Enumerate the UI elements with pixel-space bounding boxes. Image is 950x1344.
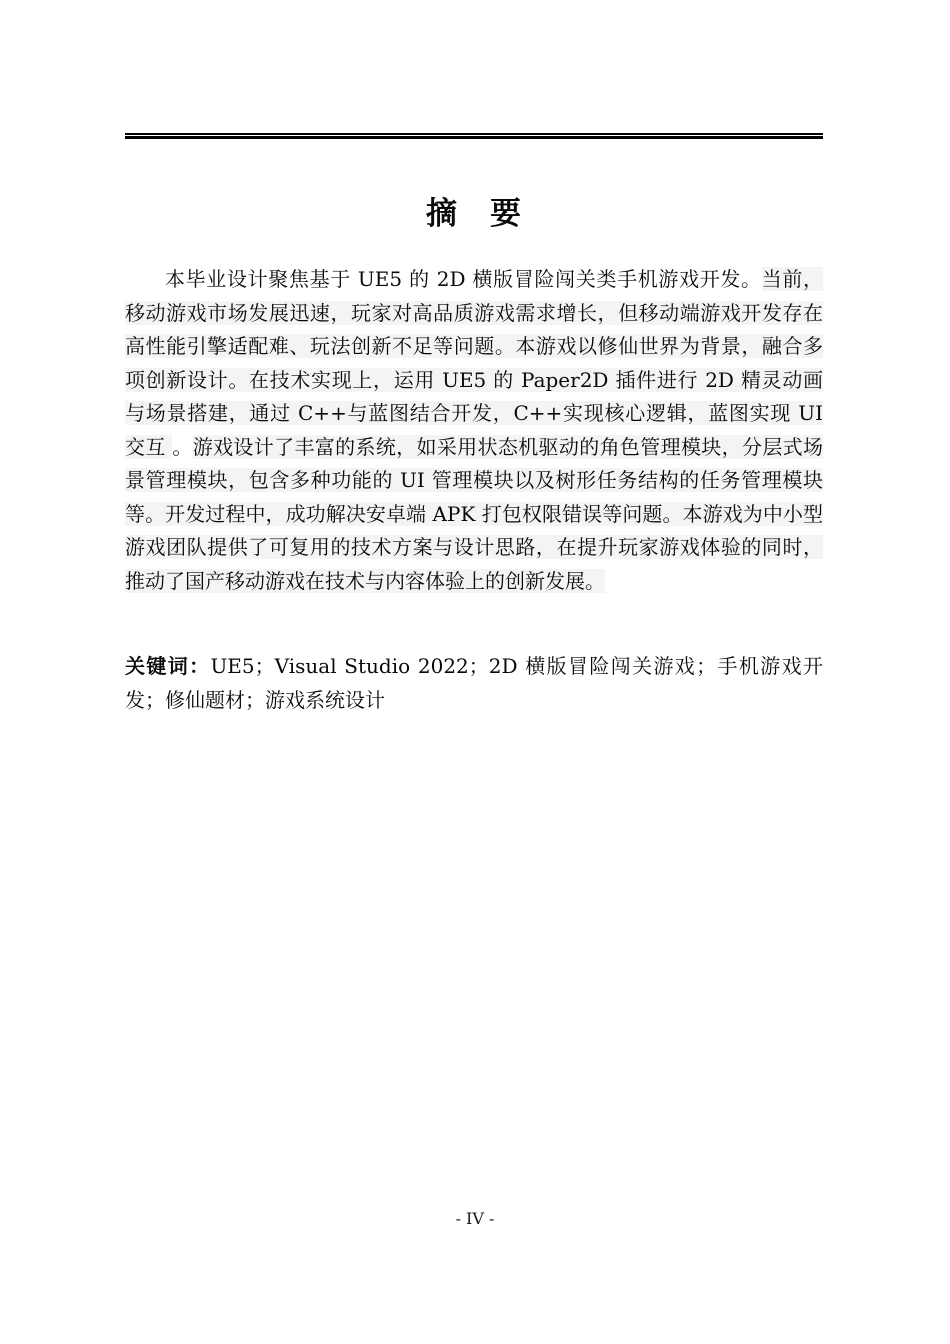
abstract-segment-highlighted: 游戏设计了丰富的系统，如采用状态机驱动的角色管理模块，分层式场景管理模块，包含多种功能的 UI 管理模块以及树形任务结构的任务管理模块等。开发过程中，成功解决安卓端 APK 打包权限错误等问题。本游戏为中小型游戏团队提供了可复用的技术方案与设计思路，在提升玩家游戏体验的同时，推动了国产移动游戏在技术与内容体验上的创新发展。 — [125, 434, 824, 593]
abstract-segment-highlighted: 当前，移动游戏市场发展迅速，玩家对高品质游戏需求增长，但移动端游戏开发存在高性能引擎适配难、玩法创新不足等问题。本游戏以修仙世界为背景，融合多项创新设计。在技术实现上，运用 UE5 的 Paper2D 插件进行 2D 精灵动画与场景搭建，通过 C++与蓝图结合开发，C++实现核心逻辑，蓝图实现 UI 交互 — [125, 267, 823, 459]
abstract-segment: 本毕业设计聚焦基于 UE5 的 2D 横版冒险闯关类手机游戏开发。 — [165, 267, 762, 291]
header-double-rule — [125, 133, 823, 139]
abstract-title: 摘 要 — [426, 195, 522, 232]
abstract-segment: 。 — [172, 434, 193, 459]
keywords-line — [125, 649, 823, 717]
keywords-label: 关键词： — [125, 654, 211, 678]
page-number: - IV - — [455, 1209, 495, 1228]
abstract-paragraph — [125, 263, 823, 598]
keywords-text: UE5；Visual Studio 2022；2D 横版冒险闯关游戏；手机游戏开发；修仙题材；游戏系统设计 — [125, 654, 823, 712]
